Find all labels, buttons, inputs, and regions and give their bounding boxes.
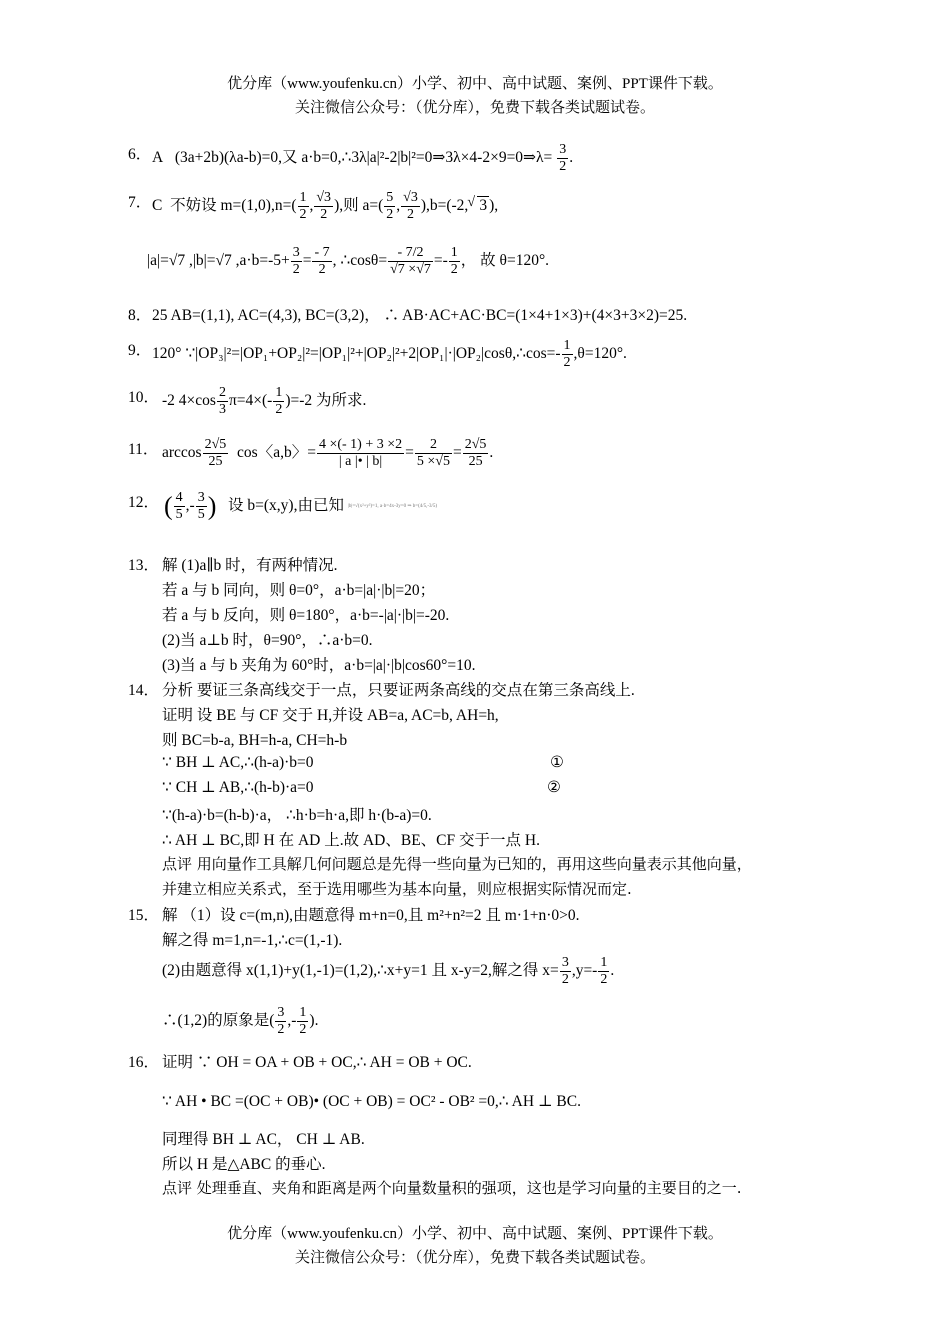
footer-line-1: 优分库（www.youfenku.cn）小学、初中、高中试题、案例、PPT课件下载。 (227, 1226, 723, 1242)
header-line-1: 优分库（www.youfenku.cn）小学、初中、高中试题、案例、PPT课件下载。 (227, 76, 723, 92)
page-header (0, 72, 950, 120)
q6-number: 6． (128, 146, 152, 163)
q12-tiny-formula: |b|=√(x²+y²)=1, a·b=4x-3y=0 ⇒ b=(4/5,-3/5) (347, 503, 438, 509)
footer-line-2: 关注微信公众号：（优分库），免费下载各类试题试卷。 (294, 1250, 655, 1266)
q8-text: 25 AB=(1,1), AC=(4,3), BC=(3,2)， ∴ AB·AC+AC·BC=(1×4+1×3)+(4×3+3×2)=25. (152, 307, 688, 324)
q6-answer: A (152, 149, 164, 167)
q14-mark-2: ② (547, 779, 561, 796)
header-line-2: 关注微信公众号：（优分库），免费下载各类试题试卷。 (294, 100, 655, 116)
q6-fraction: $\frac{3}{2}$ (559, 142, 567, 174)
q7-number: 7． (128, 194, 152, 211)
q9-text: 120° ∵|OP₃|²=|OP₁+OP₂|²=|OP₁|²+|OP₂|²+2|OP₁|·|OP₂|cosθ,∴cos=- (152, 345, 561, 363)
q6-text: (3a+2b)(λa-b)=0,又 a·b=0,∴3λ|a|²-2|b|²=0⇒3λ×4-2×9=0⇒λ= (174, 149, 553, 167)
page-footer (0, 1222, 950, 1270)
q14-mark-1: ① (550, 754, 564, 771)
